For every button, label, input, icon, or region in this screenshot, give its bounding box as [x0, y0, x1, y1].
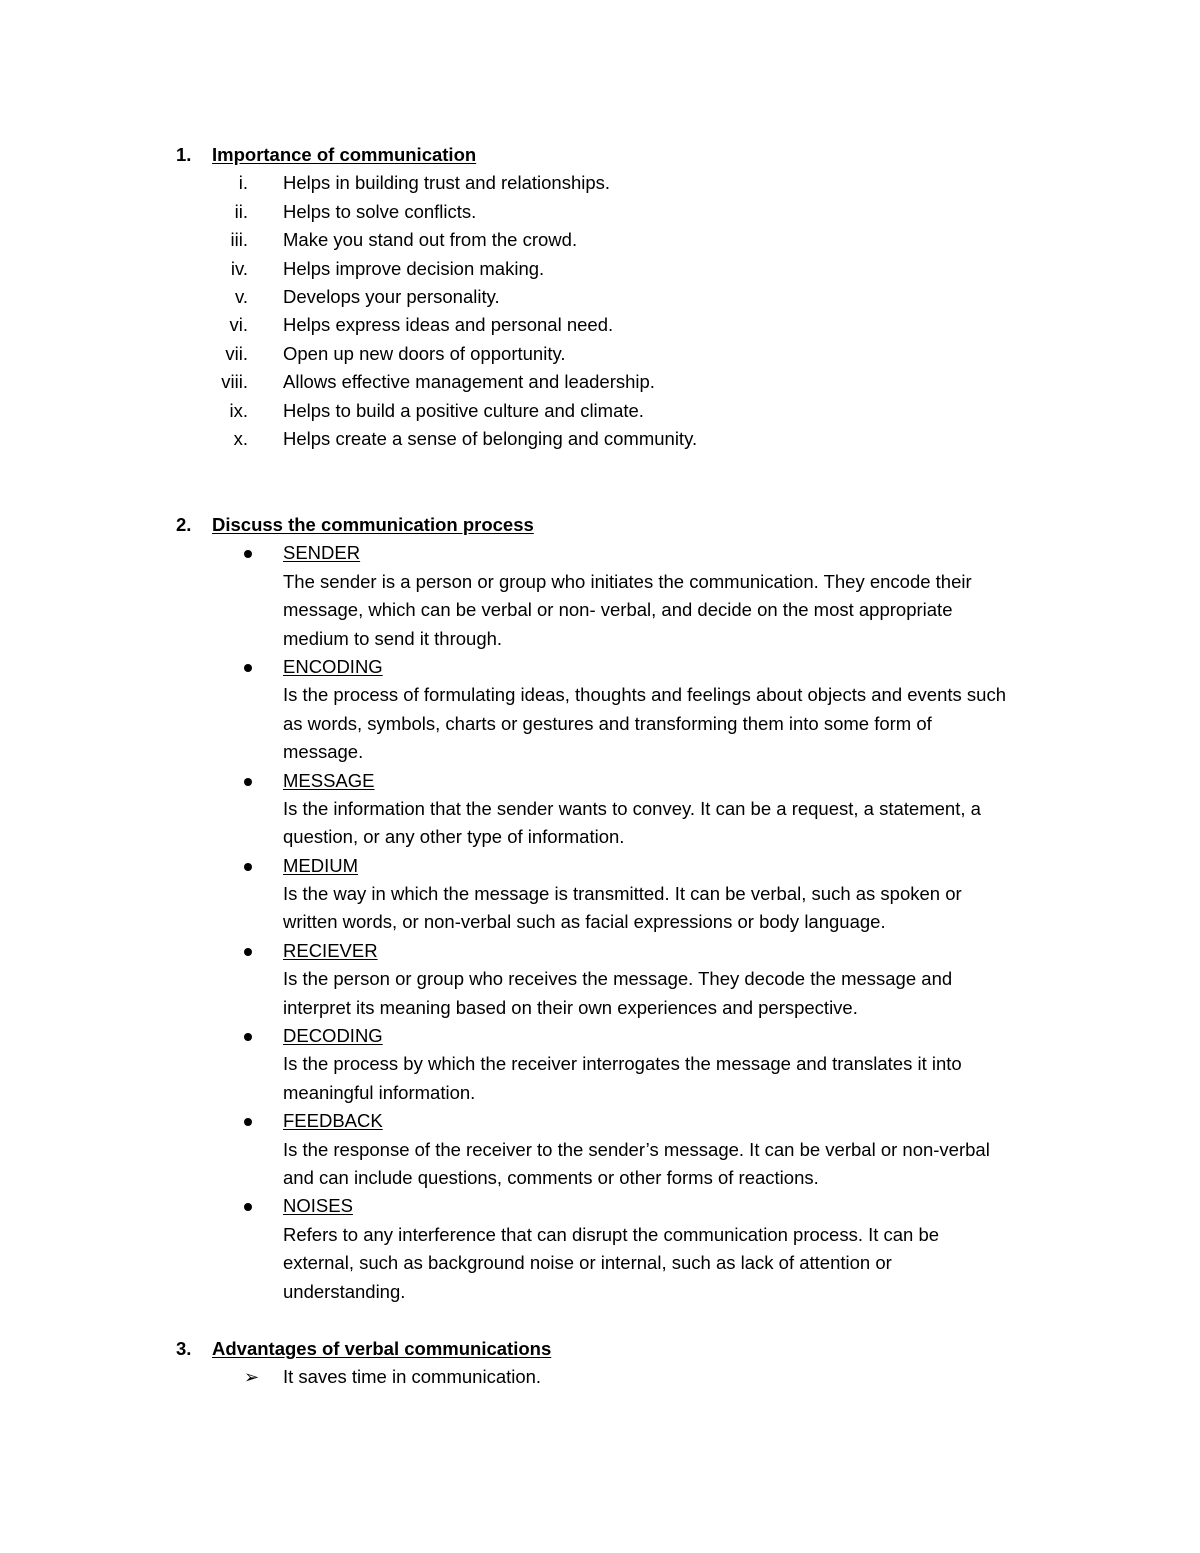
list-item-text: Helps express ideas and personal need.: [283, 314, 614, 336]
term-row: [0, 1192, 1200, 1220]
list-item: [0, 425, 1200, 453]
list-item: [0, 255, 1200, 283]
term-label: DECODING: [283, 1025, 383, 1047]
list-item-text: Helps improve decision making.: [283, 257, 545, 279]
term-description-line: [0, 568, 1200, 596]
bullet-icon: [244, 863, 252, 871]
section-title: Discuss the communication process: [212, 514, 534, 535]
description-text: external, such as background noise or internal, such as lack of attention or: [283, 1252, 892, 1274]
bullet-icon: [244, 948, 252, 956]
description-text: medium to send it through.: [283, 627, 503, 649]
description-text: Is the process by which the receiver interrogates the message and translates it into: [283, 1053, 962, 1075]
term-description-line: [0, 795, 1200, 823]
section-title: Advantages of verbal communications: [212, 1338, 552, 1359]
description-text: interpret its meaning based on their own experiences and perspective.: [283, 996, 858, 1018]
term-description-line: [0, 738, 1200, 766]
term-label: FEEDBACK: [283, 1110, 383, 1132]
list-item: [0, 226, 1200, 254]
section-communication-process: [0, 511, 1200, 1306]
section-number: 3.: [176, 1338, 192, 1359]
section-number: 2.: [176, 514, 192, 535]
term-description-line: [0, 625, 1200, 653]
description-text: meaningful information.: [283, 1081, 476, 1103]
term-row: [0, 1022, 1200, 1050]
description-text: question, or any other type of information.: [283, 826, 625, 848]
list-item-text: Helps to build a positive culture and climate.: [283, 399, 644, 421]
term-row: [0, 937, 1200, 965]
term-label: NOISES: [283, 1195, 353, 1217]
description-text: Is the way in which the message is transmitted. It can be verbal, such as spoken or: [283, 883, 962, 905]
roman-marker: vii.: [225, 342, 248, 364]
term-row: [0, 767, 1200, 795]
list-item: [0, 397, 1200, 425]
term-label: MESSAGE: [283, 769, 375, 791]
roman-marker: ix.: [229, 399, 248, 421]
description-text: written words, or non-verbal such as facial expressions or body language.: [283, 911, 886, 933]
term-description-line: [0, 965, 1200, 993]
term-row: [0, 653, 1200, 681]
term-label: MEDIUM: [283, 854, 359, 876]
term-description-line: [0, 823, 1200, 851]
bullet-icon: [244, 1033, 252, 1041]
term-description-line: [0, 908, 1200, 936]
term-row: [0, 1107, 1200, 1135]
roman-marker: iii.: [230, 229, 248, 251]
bullet-icon: [244, 1203, 252, 1211]
description-text: understanding.: [283, 1280, 406, 1302]
bullet-icon: [244, 1118, 252, 1126]
term-description-line: [0, 1050, 1200, 1078]
term-label: SENDER: [283, 542, 361, 564]
list-item-text: Develops your personality.: [283, 285, 500, 307]
term-description-line: [0, 994, 1200, 1022]
term-row: [0, 852, 1200, 880]
term-label: RECIEVER: [283, 939, 378, 961]
term-description-line: [0, 1079, 1200, 1107]
section-heading-row: [0, 511, 1200, 539]
list-item-text: Open up new doors of opportunity.: [283, 342, 566, 364]
section-importance: [0, 141, 1200, 453]
roman-marker: i.: [238, 172, 248, 194]
list-item: [0, 1363, 1200, 1391]
description-text: The sender is a person or group who initiates the communication. They encode their: [283, 570, 972, 592]
section-verbal-advantages: [0, 1335, 1200, 1392]
section-number: 1.: [176, 144, 192, 165]
list-item-text: Allows effective management and leadership.: [283, 371, 655, 393]
description-text: message.: [283, 741, 364, 763]
description-text: Is the person or group who receives the message. They decode the message and: [283, 968, 953, 990]
term-description-line: [0, 596, 1200, 624]
list-item: [0, 198, 1200, 226]
list-item: [0, 283, 1200, 311]
list-item-text: Helps create a sense of belonging and community.: [283, 427, 698, 449]
term-description-line: [0, 1278, 1200, 1306]
roman-marker: v.: [234, 285, 248, 307]
list-item: [0, 368, 1200, 396]
description-text: Is the information that the sender wants to convey. It can be a request, a statement, a: [283, 797, 981, 819]
roman-marker: iv.: [230, 257, 248, 279]
bullet-icon: [244, 778, 252, 786]
roman-marker: ii.: [234, 200, 248, 222]
roman-marker: viii.: [221, 371, 248, 393]
arrow-bullet-icon: ➢: [244, 1367, 260, 1388]
section-title: Importance of communication: [212, 144, 477, 165]
term-description-line: [0, 880, 1200, 908]
term-description-line: [0, 710, 1200, 738]
roman-marker: vi.: [229, 314, 248, 336]
roman-marker: x.: [233, 427, 248, 449]
section-heading-row: [0, 1335, 1200, 1363]
term-description-line: [0, 1221, 1200, 1249]
term-row: [0, 539, 1200, 567]
bullet-icon: [244, 664, 252, 672]
list-item-text: It saves time in communication.: [283, 1366, 542, 1388]
term-label: ENCODING: [283, 655, 383, 677]
term-description-line: [0, 1164, 1200, 1192]
list-item-text: Helps in building trust and relationships.: [283, 172, 611, 194]
term-description-line: [0, 681, 1200, 709]
bullet-icon: [244, 550, 252, 558]
list-item-text: Make you stand out from the crowd.: [283, 229, 578, 251]
description-text: Is the process of formulating ideas, thoughts and feelings about objects and events such: [283, 684, 1006, 706]
list-item: [0, 311, 1200, 339]
list-item: [0, 340, 1200, 368]
description-text: message, which can be verbal or non- verbal, and decide on the most appropriate: [283, 599, 953, 621]
description-text: Is the response of the receiver to the sender’s message. It can be verbal or non-verbal: [283, 1138, 990, 1160]
description-text: Refers to any interference that can disrupt the communication process. It can be: [283, 1223, 940, 1245]
term-description-line: [0, 1136, 1200, 1164]
description-text: as words, symbols, charts or gestures and transforming them into some form of: [283, 712, 932, 734]
section-heading-row: [0, 141, 1200, 169]
list-item-text: Helps to solve conflicts.: [283, 200, 477, 222]
term-description-line: [0, 1249, 1200, 1277]
description-text: and can include questions, comments or other forms of reactions.: [283, 1166, 819, 1188]
list-item: [0, 169, 1200, 197]
